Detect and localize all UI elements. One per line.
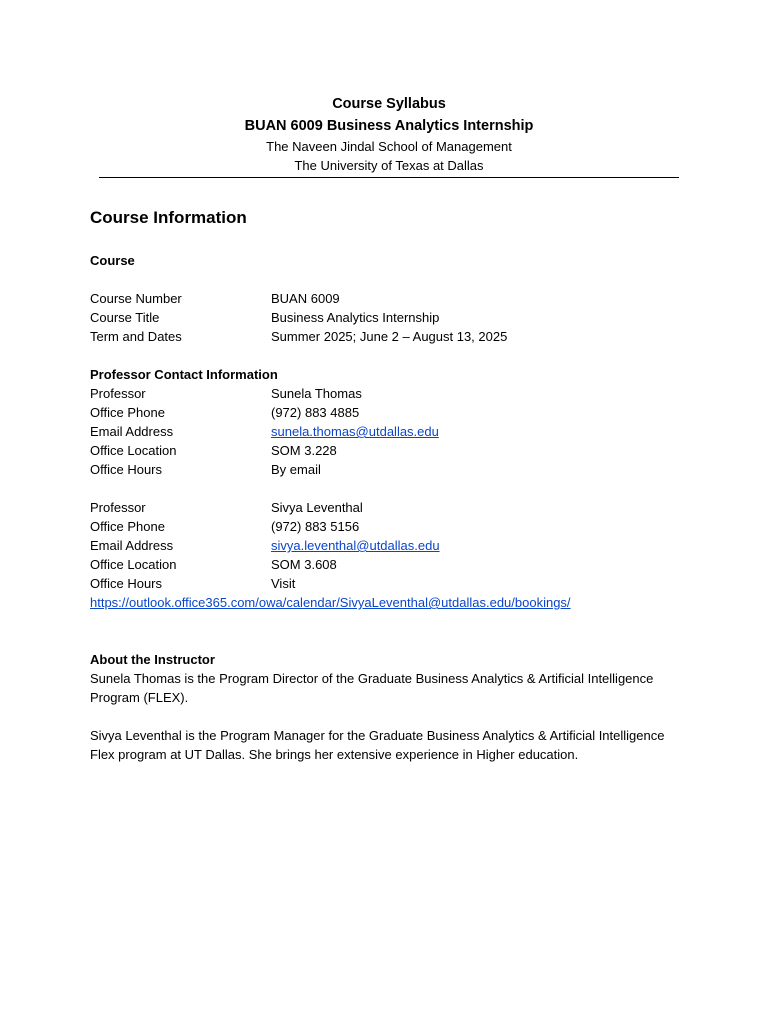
course-details-table [90,289,690,346]
paragraph-spacer [90,707,690,726]
course-row-number [90,289,690,308]
course-row-title [90,308,690,327]
row-label: Professor [90,386,146,401]
row-label: Course Title [90,310,160,325]
course-title-heading: BUAN 6009 Business Analytics Internship [244,118,534,134]
row-label: Term and Dates [90,329,182,344]
prof1-email-link[interactable]: sunela.thomas@utdallas.edu [271,424,439,439]
contact-section [90,365,690,479]
section-heading-course-information: Course Information [90,208,247,227]
prof2-row-name [90,498,690,517]
prof2-row-location [90,555,690,574]
row-label: Course Number [90,291,182,306]
prof2-row-phone [90,517,690,536]
row-value: BUAN 6009 [271,291,340,306]
document-header [99,93,679,175]
row-value: SOM 3.608 [271,557,337,572]
row-value: Sivya Leventhal [271,500,363,515]
contact-section-2 [90,498,690,612]
document-title: Course Syllabus [332,96,446,112]
row-label: Professor [90,500,146,515]
about-section [90,650,690,764]
school-name: The Naveen Jindal School of Management [266,139,512,154]
row-label: Office Location [90,557,177,572]
contact-heading: Professor Contact Information [90,367,278,382]
row-label: Office Hours [90,576,163,591]
row-value: SOM 3.228 [271,443,337,458]
row-label: Office Phone [90,519,165,534]
row-label: Office Location [90,443,177,458]
about-paragraph-leventhal: Sivya Leventhal is the Program Manager for the Graduate Business Analytics & Artificial Intelligence Flex program at UT Dallas. She brings her extensive experience in Higher education. [90,728,665,762]
prof1-row-hours [90,460,690,479]
about-heading: About the Instructor [90,652,215,667]
prof2-row-email [90,536,690,555]
row-value: By email [271,462,321,477]
prof2-row-hours [90,574,690,593]
about-paragraph-thomas: Sunela Thomas is the Program Director of the Graduate Business Analytics & Artificial Intelligence Program (FLEX). [90,671,654,705]
row-label: Email Address [90,424,174,439]
row-value: (972) 883 4885 [271,405,360,420]
booking-row [90,593,690,612]
booking-link[interactable]: https://outlook.office365.com/owa/calendar/SivyaLeventhal@utdallas.edu/bookings/ [90,595,571,610]
prof2-email-link[interactable]: sivya.leventhal@utdallas.edu [271,538,440,553]
prof1-row-phone [90,403,690,422]
university-name: The University of Texas at Dallas [294,158,484,173]
prof1-row-name [90,384,690,403]
prof1-row-email [90,422,690,441]
row-value: Sunela Thomas [271,386,362,401]
course-subheading: Course [90,253,135,268]
course-row-term [90,327,690,346]
row-label: Office Phone [90,405,165,420]
row-value: Summer 2025; June 2 – August 13, 2025 [271,329,508,344]
row-label: Email Address [90,538,174,553]
header-divider [99,177,679,178]
row-label: Office Hours [90,462,163,477]
row-value: Visit [271,576,296,591]
prof1-row-location [90,441,690,460]
row-value: Business Analytics Internship [271,310,440,325]
row-value: (972) 883 5156 [271,519,360,534]
